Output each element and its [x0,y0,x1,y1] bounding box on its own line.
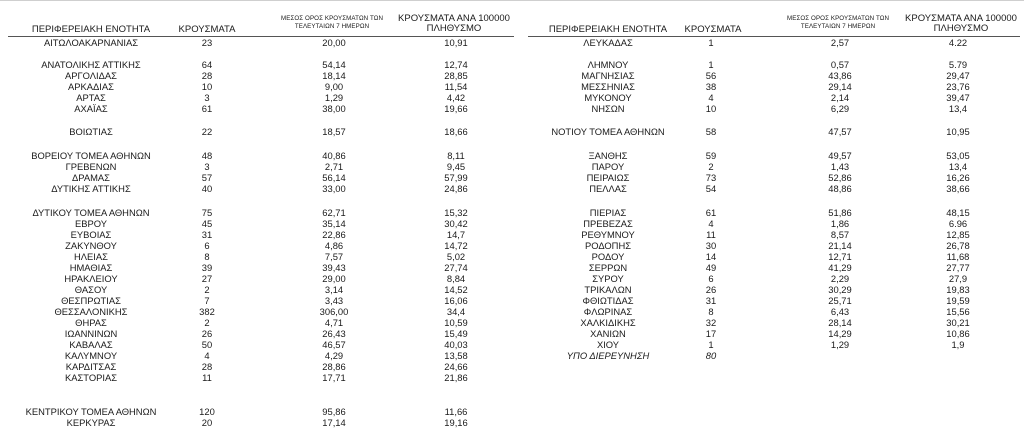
right-table-region-cell: ΛΕΥΚΑΔΑΣ [583,37,633,48]
right-table-cases-cell: 8 [708,306,714,317]
left-table-avg7-cell: 62,71 [322,207,346,218]
left-table-avg7-cell: 7,57 [324,251,344,262]
left-table-cases-cell: 26 [201,328,213,339]
left-table-cases-cell: 28 [201,70,213,81]
left-table-avg7-cell: 46,57 [322,339,346,350]
top-border [0,0,1024,1]
left-table-region-cell: ΗΛΕΙΑΣ [74,251,108,262]
right-table-cases-cell: 4 [708,92,714,103]
left-table-avg7-cell: 1,29 [324,92,344,103]
left-table-cases-cell: 61 [201,103,213,114]
right-table-per100k-cell: 13,4 [948,161,968,172]
right-table-avg7-cell: 2,14 [830,92,850,103]
right-table-cases-cell: 59 [705,150,717,161]
right-table-region-cell: ΧΑΛΚΙΔΙΚΗΣ [580,317,636,328]
right-header-avg7: ΜΕΣΟΣ ΟΡΟΣ ΚΡΟΥΣΜΑΤΩΝ ΤΩΝ ΤΕΛΕΥΤΑΙΩΝ 7 ΗΜΕΡΩΝ [786,15,890,30]
right-table-cases-cell: 49 [705,262,717,273]
left-table-region-cell: ΑΡΓΟΛΙΔΑΣ [65,70,117,81]
right-table-cases-cell: 2 [708,161,714,172]
left-table-per100k-cell: 19,66 [444,103,468,114]
left-table-region-cell: ΘΗΡΑΣ [75,317,107,328]
left-table-avg7-cell: 17,14 [322,417,346,428]
right-table-avg7-cell: 29,14 [828,81,852,92]
left-table-avg7-cell: 26,43 [322,328,346,339]
left-table-avg7-cell: 4,71 [324,317,344,328]
left-table-cases-cell: 45 [201,218,213,229]
right-table-cases-cell: 1 [708,59,714,70]
left-table-cases-cell: 8 [204,251,210,262]
left-table-region-cell: ΔΥΤΙΚΗΣ ΑΤΤΙΚΗΣ [51,183,131,194]
left-table-region-cell: ΑΡΚΑΔΙΑΣ [68,81,114,92]
left-table-per100k-cell: 14,52 [444,284,468,295]
right-table-region-cell: ΣΥΡΟΥ [592,273,624,284]
left-table-avg7-cell: 18,57 [322,126,346,137]
left-table-region-cell: ΚΕΡΚΥΡΑΣ [66,417,116,428]
left-table-per100k-cell: 5,02 [446,251,466,262]
left-table-cases-cell: 3 [204,92,210,103]
left-table-avg7-cell: 29,00 [322,273,346,284]
left-table-cases-cell: 2 [204,284,210,295]
left-header-per100k: ΚΡΟΥΣΜΑΤΑ ΑΝΑ 100000 ΠΛΗΘΥΣΜΟ [398,13,510,34]
right-table-per100k-cell: 15,56 [946,306,970,317]
right-table-region-cell: ΠΙΕΡΙΑΣ [589,207,627,218]
right-table-region-cell: ΞΑΝΘΗΣ [588,150,628,161]
left-table-avg7-cell: 95,86 [322,406,346,417]
left-table-region-cell: ΓΡΕΒΕΝΩΝ [65,161,117,172]
left-table-region-cell: ΘΕΣΣΑΛΟΝΙΚΗΣ [54,306,128,317]
left-header-avg7: ΜΕΣΟΣ ΟΡΟΣ ΚΡΟΥΣΜΑΤΩΝ ΤΩΝ ΤΕΛΕΥΤΑΙΩΝ 7 ΗΜΕΡΩΝ [280,15,384,30]
left-table-cases-cell: 28 [201,361,213,372]
right-table-region-cell: ΧΙΟΥ [596,339,620,350]
right-table-region-cell: ΜΕΣΣΗΝΙΑΣ [581,81,635,92]
left-table-region-cell: ΑΙΤΩΛΟΑΚΑΡΝΑΝΙΑΣ [43,37,139,48]
right-table-cases-cell: 32 [705,317,717,328]
right-table-region-cell: ΛΗΜΝΟΥ [587,59,629,70]
right-table-avg7-cell: 6,43 [830,306,850,317]
left-table-cases-cell: 4 [204,350,210,361]
left-table-cases-cell: 20 [201,417,213,428]
left-table-per100k-cell: 30,42 [444,218,468,229]
left-table-avg7-cell: 4,86 [324,240,344,251]
right-table-per100k-cell: 6.96 [948,218,968,229]
left-table-avg7-cell: 4,29 [324,350,344,361]
right-table-per100k-cell: 23,76 [946,81,970,92]
left-table-per100k-cell: 24,66 [444,361,468,372]
left-table-per100k-cell: 40,03 [444,339,468,350]
right-table-per100k-cell: 48,15 [946,207,970,218]
left-table-per100k-cell: 28,85 [444,70,468,81]
left-table-cases-cell: 22 [201,126,213,137]
right-table-per100k-cell: 30,21 [946,317,970,328]
right-table-cases-cell: 58 [705,126,717,137]
right-table-per100k-cell: 16,26 [946,172,970,183]
left-table-per100k-cell: 57,99 [444,172,468,183]
right-table-avg7-cell: 1,43 [830,161,850,172]
left-table-avg7-cell: 3,14 [324,284,344,295]
right-table-per100k-cell: 26,78 [946,240,970,251]
left-table-cases-cell: 39 [201,262,213,273]
right-table-region-cell: ΡΕΘΥΜΝΟΥ [581,229,635,240]
left-table-per100k-cell: 15,49 [444,328,468,339]
right-table-avg7-cell: 41,29 [828,262,852,273]
right-table-region-cell: ΧΑΝΙΩΝ [590,328,626,339]
left-table-per100k-cell: 8,84 [446,273,466,284]
right-table-region-cell: ΥΠΟ ΔΙΕΡΕΥΝΗΣΗ [566,350,650,361]
right-table-avg7-cell: 30,29 [828,284,852,295]
right-table-avg7-cell: 12,71 [828,251,852,262]
right-table-cases-cell: 4 [708,218,714,229]
right-table-per100k-cell: 10,86 [946,328,970,339]
right-table-region-cell: ΝΗΣΩΝ [591,103,625,114]
left-table-cases-cell: 11 [202,372,212,383]
right-table-avg7-cell: 2,57 [830,37,850,48]
left-table-avg7-cell: 54,14 [322,59,346,70]
left-table-cases-cell: 40 [201,183,213,194]
right-table-per100k-cell: 19,59 [946,295,970,306]
left-table-region-cell: ΚΑΒΑΛΑΣ [69,339,113,350]
left-table-cases-cell: 27 [201,273,213,284]
right-table-per100k-cell: 53,05 [946,150,970,161]
left-table-region-cell: ΗΡΑΚΛΕΙΟΥ [64,273,118,284]
left-table-cases-cell: 7 [204,295,210,306]
right-table-avg7-cell: 6,29 [830,103,850,114]
right-table-per100k-cell: 5.79 [948,59,968,70]
right-table-region-cell: ΦΘΙΩΤΙΔΑΣ [582,295,634,306]
left-table-region-cell: ΗΜΑΘΙΑΣ [69,262,113,273]
right-table-avg7-cell: 2,29 [830,273,850,284]
left-table-avg7-cell: 2,71 [324,161,344,172]
left-table-cases-cell: 50 [201,339,213,350]
right-table-region-cell: ΠΕΛΛΑΣ [589,183,627,194]
right-table-per100k-cell: 27,9 [948,273,968,284]
right-table-cases-cell: 6 [708,273,714,284]
right-table-cases-cell: 1 [708,339,714,350]
left-table-per100k-cell: 27,74 [444,262,468,273]
right-table-avg7-cell: 52,86 [828,172,852,183]
left-table-cases-cell: 64 [201,59,213,70]
left-table-per100k-cell: 10,91 [444,37,468,48]
right-table-cases-cell: 31 [705,295,717,306]
left-table-region-cell: ΑΧΑΪΑΣ [74,103,108,114]
left-table-region-cell: ΕΒΡΟΥ [74,218,107,229]
left-table-per100k-cell: 11,66 [444,406,468,417]
left-table-cases-cell: 10 [201,81,213,92]
left-table-avg7-cell: 9,00 [324,81,344,92]
left-table-avg7-cell: 28,86 [322,361,346,372]
left-table-region-cell: ΚΑΡΔΙΤΣΑΣ [65,361,117,372]
left-table-cases-cell: 382 [199,306,215,317]
left-table-per100k-cell: 4,42 [446,92,466,103]
right-table-cases-cell: 30 [705,240,717,251]
left-table-per100k-cell: 8,11 [447,150,465,161]
right-table-per100k-cell: 1,9 [951,339,965,350]
right-table-avg7-cell: 0,57 [830,59,850,70]
right-table-cases-cell: 14 [705,251,717,262]
left-table-per100k-cell: 12,74 [444,59,468,70]
left-table-per100k-cell: 14,7 [446,229,466,240]
right-table-avg7-cell: 48,86 [828,183,852,194]
right-table-per100k-cell: 27,77 [946,262,970,273]
right-table-per100k-cell: 13,4 [948,103,968,114]
left-table-per100k-cell: 15,32 [444,207,468,218]
left-table-per100k-cell: 14,72 [444,240,468,251]
left-table-region-cell: ΘΕΣΠΡΩΤΙΑΣ [61,295,121,306]
left-table-region-cell: ΒΟΡΕΙΟΥ ΤΟΜΕΑ ΑΘΗΝΩΝ [31,150,151,161]
left-table-per100k-cell: 16,06 [444,295,468,306]
right-header-cases: ΚΡΟΥΣΜΑΤΑ [684,24,742,35]
right-table-cases-cell: 38 [705,81,717,92]
right-table-avg7-cell: 21,14 [828,240,852,251]
right-header-region: ΠΕΡΙΦΕΡΕΙΑΚΗ ΕΝΟΤΗΤΑ [548,24,668,35]
right-table-region-cell: ΡΟΔΟΠΗΣ [584,240,632,251]
left-table-cases-cell: 31 [201,229,213,240]
right-table-per100k-cell: 4.22 [948,37,968,48]
left-table-region-cell: ΕΥΒΟΙΑΣ [70,229,112,240]
left-table-per100k-cell: 11,54 [444,81,468,92]
right-table-per100k-cell: 19,83 [946,284,970,295]
right-table-avg7-cell: 25,71 [828,295,852,306]
left-table-cases-cell: 48 [201,150,213,161]
left-table-region-cell: ΔΥΤΙΚΟΥ ΤΟΜΕΑ ΑΘΗΝΩΝ [32,207,150,218]
right-table-region-cell: ΠΑΡΟΥ [591,161,625,172]
left-table-avg7-cell: 40,86 [322,150,346,161]
left-table-region-cell: ΚΕΝΤΡΙΚΟΥ ΤΟΜΕΑ ΑΘΗΝΩΝ [25,406,157,417]
left-table-region-cell: ΑΡΤΑΣ [76,92,106,103]
right-table-region-cell: ΜΑΓΝΗΣΙΑΣ [581,70,635,81]
right-table-region-cell: ΣΕΡΡΩΝ [588,262,628,273]
right-table-cases-cell: 11 [706,229,716,240]
left-header-region: ΠΕΡΙΦΕΡΕΙΑΚΗ ΕΝΟΤΗΤΑ [31,24,151,35]
right-table-region-cell: ΠΡΕΒΕΖΑΣ [583,218,633,229]
left-table-avg7-cell: 306,00 [319,306,349,317]
right-table-avg7-cell: 1,86 [830,218,850,229]
left-table-region-cell: ΖΑΚΥΝΘΟΥ [65,240,117,251]
left-table-cases-cell: 120 [199,406,215,417]
left-table-cases-cell: 6 [204,240,210,251]
right-table-cases-cell: 73 [705,172,717,183]
right-table-avg7-cell: 8,57 [830,229,850,240]
right-table-region-cell: ΤΡΙΚΑΛΩΝ [584,284,632,295]
left-table-per100k-cell: 34,4 [446,306,466,317]
left-table-avg7-cell: 38,00 [322,103,346,114]
right-table-cases-cell: 17 [705,328,717,339]
right-table-region-cell: ΝΟΤΙΟΥ ΤΟΜΕΑ ΑΘΗΝΩΝ [551,126,665,137]
left-table-avg7-cell: 17,71 [322,372,346,383]
right-table-avg7-cell: 47,57 [828,126,852,137]
right-table-per100k-cell: 12,85 [946,229,970,240]
right-table-cases-cell: 61 [705,207,717,218]
left-table-avg7-cell: 39,43 [322,262,346,273]
left-table-region-cell: ΙΩΑΝΝΙΝΩΝ [64,328,118,339]
right-table-region-cell: ΡΟΔΟΥ [591,251,625,262]
left-table-per100k-cell: 10,59 [444,317,468,328]
left-table-region-cell: ΔΡΑΜΑΣ [72,172,110,183]
left-table-per100k-cell: 19,16 [444,417,468,428]
right-table-region-cell: ΜΥΚΟΝΟΥ [584,92,632,103]
left-table-avg7-cell: 35,14 [322,218,346,229]
right-table-region-cell: ΠΕΙΡΑΙΩΣ [586,172,630,183]
right-table-cases-cell: 56 [705,70,717,81]
left-table-cases-cell: 2 [204,317,210,328]
right-table-avg7-cell: 28,14 [828,317,852,328]
left-table-avg7-cell: 20,00 [322,37,346,48]
right-table-per100k-cell: 38,66 [946,183,970,194]
right-table-cases-cell: 26 [705,284,717,295]
right-table-avg7-cell: 43,86 [828,70,852,81]
left-table-per100k-cell: 21,86 [444,372,468,383]
left-table-region-cell: ΚΑΛΥΜΝΟΥ [64,350,118,361]
left-table-avg7-cell: 22,86 [322,229,346,240]
left-table-avg7-cell: 18,14 [322,70,346,81]
right-table-cases-cell: 54 [705,183,717,194]
left-table-cases-cell: 75 [201,207,213,218]
right-table-avg7-cell: 49,57 [828,150,852,161]
right-table-avg7-cell: 14,29 [828,328,852,339]
left-table-per100k-cell: 18,66 [444,126,468,137]
left-table-per100k-cell: 13,58 [444,350,468,361]
left-table-per100k-cell: 24,86 [444,183,468,194]
left-table-region-cell: ΘΑΣΟΥ [74,284,108,295]
left-table-cases-cell: 23 [201,37,213,48]
right-table-cases-cell: 1 [708,37,714,48]
right-header-per100k: ΚΡΟΥΣΜΑΤΑ ΑΝΑ 100000 ΠΛΗΘΥΣΜΟ [905,13,1017,34]
right-table-cases-cell: 80 [705,350,717,361]
left-table-region-cell: ΚΑΣΤΟΡΙΑΣ [64,372,118,383]
left-table-avg7-cell: 3,43 [324,295,344,306]
left-table-cases-cell: 57 [201,172,213,183]
right-table-avg7-cell: 51,86 [828,207,852,218]
left-table-per100k-cell: 9,45 [446,161,466,172]
left-table-cases-cell: 3 [204,161,210,172]
right-table-per100k-cell: 11,68 [946,251,970,262]
left-header-cases: ΚΡΟΥΣΜΑΤΑ [178,24,236,35]
left-table-region-cell: ΑΝΑΤΟΛΙΚΗΣ ΑΤΤΙΚΗΣ [41,59,141,70]
right-table-region-cell: ΦΛΩΡΙΝΑΣ [583,306,633,317]
right-table-per100k-cell: 10,95 [946,126,970,137]
right-table-cases-cell: 10 [705,103,717,114]
right-table-per100k-cell: 29,47 [946,70,970,81]
right-table-avg7-cell: 1,29 [830,339,850,350]
right-table-per100k-cell: 39,47 [946,92,970,103]
left-table-avg7-cell: 56,14 [322,172,346,183]
left-table-region-cell: ΒΟΙΩΤΙΑΣ [69,126,113,137]
left-table-avg7-cell: 33,00 [322,183,346,194]
